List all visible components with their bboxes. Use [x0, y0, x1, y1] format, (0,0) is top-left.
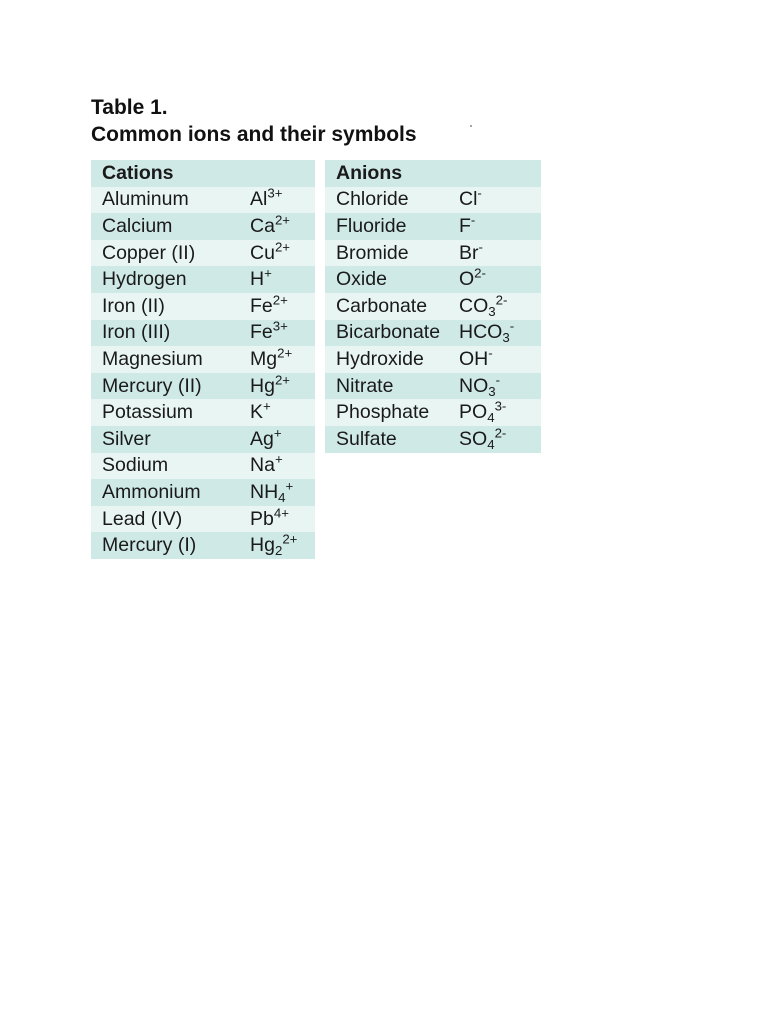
ion-name: Lead (IV)	[102, 507, 183, 530]
symbol-base: Br	[459, 241, 479, 264]
symbol-charge: -	[495, 372, 501, 388]
symbol-charge: 3-	[494, 398, 507, 414]
symbol-subscript: 4	[278, 489, 286, 505]
symbol-charge: -	[509, 319, 515, 335]
table-row	[91, 532, 315, 559]
ion-symbol	[459, 321, 514, 344]
ion-symbol	[250, 505, 289, 531]
ion-name: Carbonate	[336, 294, 428, 317]
cations-table	[91, 160, 315, 559]
symbol-charge: -	[478, 239, 483, 255]
ion-symbol	[459, 188, 482, 211]
anions-table	[325, 160, 541, 453]
symbol-charge: +	[264, 265, 272, 281]
table-row	[91, 266, 315, 293]
symbol-charge: 2-	[474, 265, 486, 281]
ion-symbol	[250, 372, 291, 398]
ion-symbol	[250, 454, 283, 477]
symbol-subscript: 2	[274, 543, 283, 559]
ion-name: Silver	[102, 427, 151, 450]
table-row	[91, 479, 315, 506]
ion-symbol	[250, 212, 291, 238]
symbol-subscript: 3	[502, 330, 510, 346]
table-title: Common ions and their symbols	[91, 123, 417, 146]
table-row	[325, 320, 541, 347]
table-row	[91, 506, 315, 533]
table-row	[325, 293, 541, 320]
symbol-base: PO	[459, 401, 488, 424]
symbol-base: F	[459, 214, 471, 237]
ion-symbol	[459, 398, 507, 426]
table-caption	[91, 94, 417, 148]
table-row	[325, 213, 541, 240]
symbol-charge: 2+	[274, 372, 291, 388]
ion-name: Copper (II)	[102, 241, 196, 264]
table-row	[91, 373, 315, 400]
table-row	[91, 240, 315, 267]
symbol-charge: -	[488, 345, 493, 361]
ion-symbol	[250, 265, 272, 291]
symbol-base: Ag	[250, 427, 274, 450]
symbol-base: Na	[250, 454, 275, 477]
symbol-base: OH	[459, 347, 489, 370]
ion-name: Sodium	[102, 454, 169, 477]
ion-name: Aluminum	[102, 188, 189, 211]
symbol-base: HCO	[459, 321, 503, 344]
ion-symbol	[459, 292, 508, 319]
ion-name: Iron (II)	[102, 294, 165, 317]
ion-name: Mercury (I)	[102, 534, 197, 557]
symbol-charge: 2+	[272, 292, 288, 308]
symbol-charge: 4+	[273, 505, 289, 521]
symbol-base: CO	[459, 294, 489, 317]
table-row	[325, 426, 541, 453]
ion-symbol	[250, 239, 291, 265]
ion-name: Calcium	[102, 214, 173, 237]
table-row	[325, 346, 541, 373]
ion-symbol	[459, 265, 486, 291]
symbol-charge: -	[470, 212, 476, 228]
table-row	[325, 373, 541, 400]
ion-symbol	[250, 531, 298, 559]
symbol-base: Hg	[250, 534, 275, 557]
ion-name: Hydrogen	[102, 268, 187, 291]
table-row	[91, 293, 315, 320]
ion-symbol	[459, 239, 483, 265]
symbol-charge: 2+	[282, 531, 298, 547]
table-row	[325, 187, 541, 214]
table-row	[91, 399, 315, 426]
ion-symbol	[459, 212, 476, 238]
ion-symbol	[250, 425, 282, 451]
symbol-base: Mg	[250, 347, 278, 370]
symbol-base: K	[250, 401, 264, 424]
table-number: Table 1.	[91, 96, 168, 119]
symbol-base: SO	[459, 427, 488, 450]
table-row	[325, 240, 541, 267]
symbol-charge: +	[285, 478, 294, 494]
symbol-base: Pb	[250, 507, 274, 530]
symbol-subscript: 3	[488, 303, 496, 319]
ion-name: Bromide	[336, 241, 409, 264]
anions-header-row	[325, 160, 541, 187]
symbol-charge: +	[263, 398, 271, 414]
ion-symbol	[250, 398, 271, 424]
symbol-charge: 2-	[494, 425, 507, 441]
symbol-charge: 3+	[267, 186, 283, 202]
ion-symbol	[250, 292, 288, 318]
symbol-charge: 2+	[274, 239, 291, 255]
ion-name: Nitrate	[336, 374, 394, 397]
symbol-charge: 2-	[495, 292, 508, 308]
table-row	[91, 426, 315, 453]
table-row	[325, 399, 541, 426]
ion-symbol	[459, 372, 501, 399]
symbol-base: NO	[459, 374, 489, 397]
symbol-base: O	[459, 268, 475, 291]
symbol-base: H	[250, 268, 265, 291]
ion-symbol	[250, 345, 293, 371]
symbol-charge: -	[477, 186, 482, 202]
symbol-base: Cl	[459, 188, 478, 211]
symbol-charge: 2+	[277, 345, 293, 361]
table-row	[91, 453, 315, 480]
cations-header: Cations	[102, 161, 174, 184]
ion-symbol	[250, 188, 282, 211]
symbol-charge: 3+	[272, 319, 288, 335]
ion-symbol	[459, 345, 493, 371]
ion-symbol	[250, 321, 288, 344]
ion-name: Magnesium	[102, 347, 203, 370]
ion-name: Fluoride	[336, 214, 407, 237]
ion-name: Bicarbonate	[336, 321, 441, 344]
symbol-charge: +	[274, 452, 283, 468]
symbol-subscript: 3	[488, 383, 496, 399]
ion-symbol	[250, 478, 294, 505]
ion-name: Oxide	[336, 268, 387, 291]
ion-name: Sulfate	[336, 427, 397, 450]
symbol-base: Fe	[250, 294, 273, 317]
table-row	[91, 187, 315, 214]
symbol-base: Cu	[250, 241, 275, 264]
symbol-base: Fe	[250, 321, 273, 344]
symbol-base: NH	[250, 480, 279, 503]
symbol-subscript: 4	[487, 436, 495, 452]
table-row	[91, 346, 315, 373]
ion-name: Potassium	[102, 401, 194, 424]
ion-name: Chloride	[336, 188, 409, 211]
ion-name: Hydroxide	[336, 347, 424, 370]
symbol-charge: +	[273, 425, 282, 441]
table-row	[325, 266, 541, 293]
anions-header: Anions	[336, 161, 403, 184]
symbol-charge: 2+	[274, 212, 291, 228]
ion-name: Mercury (II)	[102, 374, 202, 397]
symbol-base: Hg	[250, 374, 275, 397]
symbol-subscript: 4	[487, 410, 495, 426]
ion-name: Phosphate	[336, 401, 430, 424]
table-row	[91, 320, 315, 347]
table-row	[91, 213, 315, 240]
ion-name: Ammonium	[102, 480, 201, 503]
ion-symbol	[459, 425, 507, 452]
cations-header-row	[91, 160, 315, 187]
symbol-base: Ca	[250, 214, 275, 237]
stray-mark	[470, 125, 472, 127]
ion-name: Iron (III)	[102, 321, 171, 344]
symbol-base: Al	[250, 188, 268, 211]
